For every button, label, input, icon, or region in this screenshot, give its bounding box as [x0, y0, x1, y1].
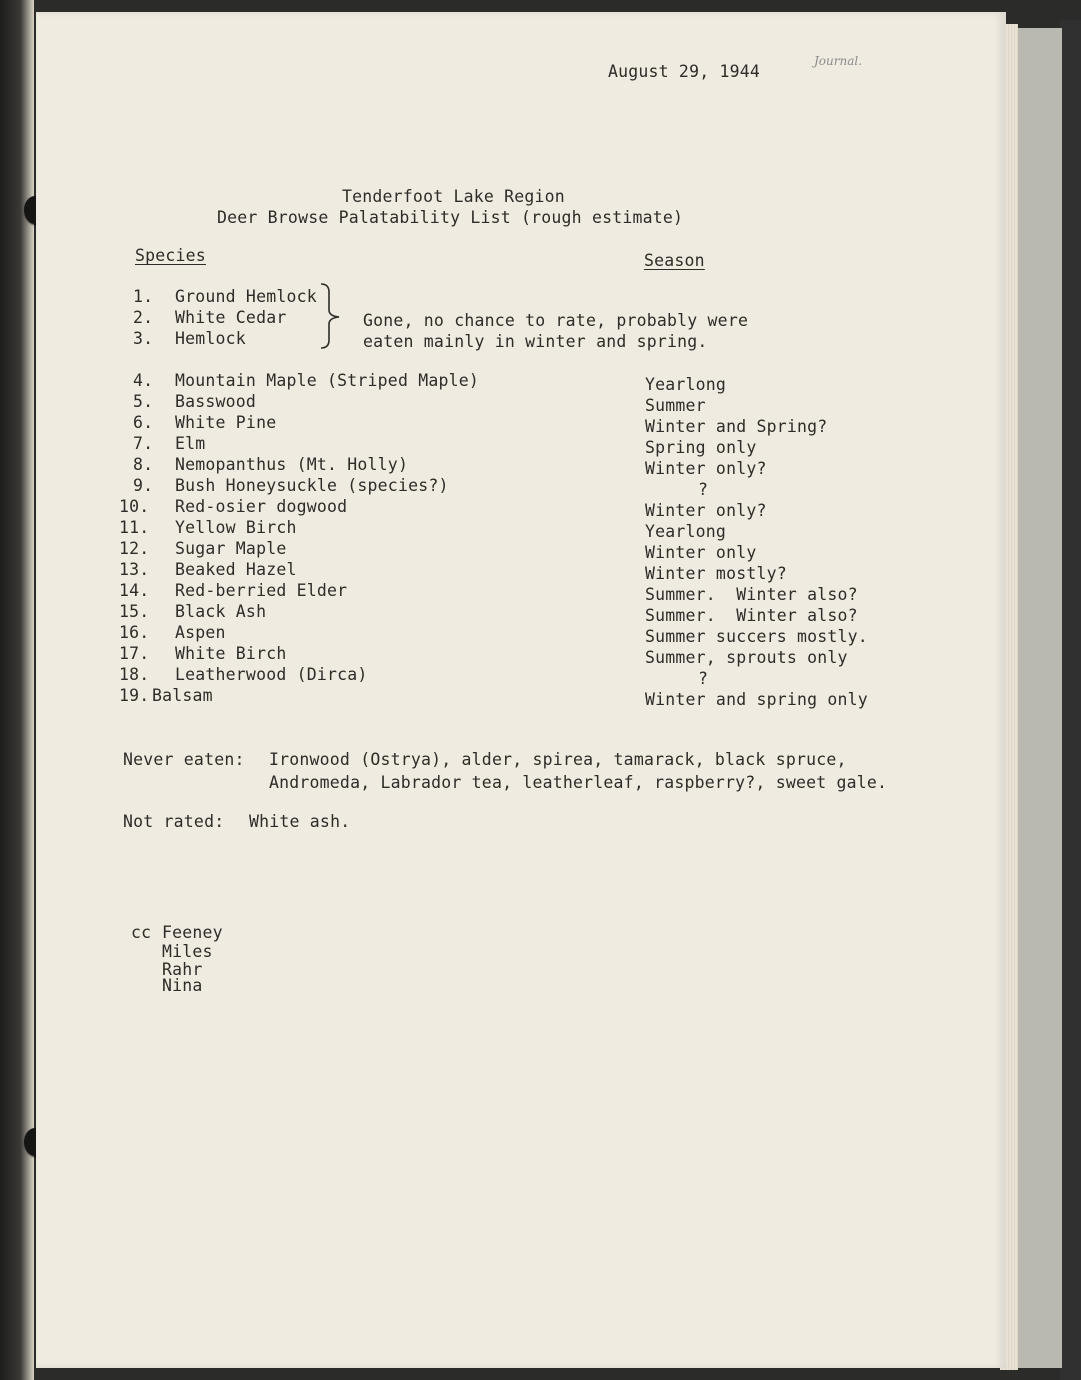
- species-name: White Birch: [175, 644, 287, 663]
- group-note-line1: Gone, no chance to rate, probably were: [363, 311, 749, 330]
- season-value: Summer. Winter also?: [645, 585, 858, 604]
- species-number: 5.: [133, 392, 154, 411]
- season-value: ?: [698, 480, 709, 499]
- species-number: 13.: [119, 560, 150, 579]
- season-value: Summer. Winter also?: [645, 606, 858, 625]
- season-value: Summer succers mostly.: [645, 627, 868, 646]
- species-name: Red-osier dogwood: [175, 497, 348, 516]
- never-eaten-line1: Ironwood (Ostrya), alder, spirea, tamarack, black spruce,: [269, 750, 847, 769]
- species-number: 15.: [119, 602, 150, 621]
- species-name: Black Ash: [175, 602, 267, 621]
- cc-name: Feeney: [162, 923, 223, 942]
- species-name: Aspen: [175, 623, 226, 642]
- species-name: Bush Honeysuckle (species?): [175, 476, 449, 495]
- species-name: Basswood: [175, 392, 257, 411]
- pencil-annotation: Journal.: [814, 54, 863, 68]
- cc-name: Rahr: [162, 960, 203, 979]
- species-name: Elm: [175, 434, 206, 453]
- never-eaten-line2: Andromeda, Labrador tea, leatherleaf, raspberry?, sweet gale.: [269, 773, 888, 792]
- document-page: [36, 12, 1006, 1368]
- cc-label: cc: [131, 923, 152, 942]
- season-value: Winter only?: [645, 459, 767, 478]
- not-rated-value: White ash.: [249, 812, 351, 831]
- species-name: Leatherwood (Dirca): [175, 665, 368, 684]
- species-number: 10.: [119, 497, 150, 516]
- document-date: August 29, 1944: [608, 62, 761, 81]
- season-value: Spring only: [645, 438, 757, 457]
- species-number: 4.: [133, 371, 154, 390]
- species-number: 2.: [133, 308, 154, 327]
- season-value: ?: [698, 669, 709, 688]
- species-number: 8.: [133, 455, 154, 474]
- species-number: 11.: [119, 518, 150, 537]
- species-number: 18.: [119, 665, 150, 684]
- season-value: Summer, sprouts only: [645, 648, 848, 667]
- species-number: 6.: [133, 413, 154, 432]
- not-rated-label: Not rated:: [123, 812, 225, 831]
- species-name: Red-berried Elder: [175, 581, 348, 600]
- season-value: Yearlong: [645, 375, 727, 394]
- cc-name: Nina: [162, 976, 203, 995]
- species-name: White Cedar: [175, 308, 287, 327]
- species-number: 1.: [133, 287, 154, 306]
- species-name: Yellow Birch: [175, 518, 297, 537]
- species-number: 19.: [119, 686, 150, 705]
- species-name: Balsam: [152, 686, 213, 705]
- species-name: Ground Hemlock: [175, 287, 317, 306]
- species-number: 16.: [119, 623, 150, 642]
- document-title: Tenderfoot Lake Region: [342, 187, 565, 206]
- species-name: Hemlock: [175, 329, 246, 348]
- document-subtitle: Deer Browse Palatability List (rough estimate): [217, 208, 684, 227]
- species-column-header: Species: [135, 246, 206, 265]
- cc-name: Miles: [162, 942, 213, 961]
- season-value: Winter and Spring?: [645, 417, 828, 436]
- species-name: White Pine: [175, 413, 277, 432]
- season-value: Yearlong: [645, 522, 727, 541]
- species-number: 14.: [119, 581, 150, 600]
- season-column-header: Season: [644, 251, 705, 270]
- season-value: Summer: [645, 396, 706, 415]
- species-number: 17.: [119, 644, 150, 663]
- group-note-line2: eaten mainly in winter and spring.: [363, 332, 708, 351]
- species-name: Sugar Maple: [175, 539, 287, 558]
- species-number: 9.: [133, 476, 154, 495]
- cover-edge: [1060, 20, 1081, 1380]
- species-name: Nemopanthus (Mt. Holly): [175, 455, 409, 474]
- season-value: Winter mostly?: [645, 564, 787, 583]
- species-name: Beaked Hazel: [175, 560, 297, 579]
- species-number: 3.: [133, 329, 154, 348]
- season-value: Winter only?: [645, 501, 767, 520]
- never-eaten-label: Never eaten:: [123, 750, 245, 769]
- species-number: 7.: [133, 434, 154, 453]
- grouping-brace: [319, 282, 345, 350]
- species-name: Mountain Maple (Striped Maple): [175, 371, 480, 390]
- season-value: Winter and spring only: [645, 690, 868, 709]
- species-number: 12.: [119, 539, 150, 558]
- season-value: Winter only: [645, 543, 757, 562]
